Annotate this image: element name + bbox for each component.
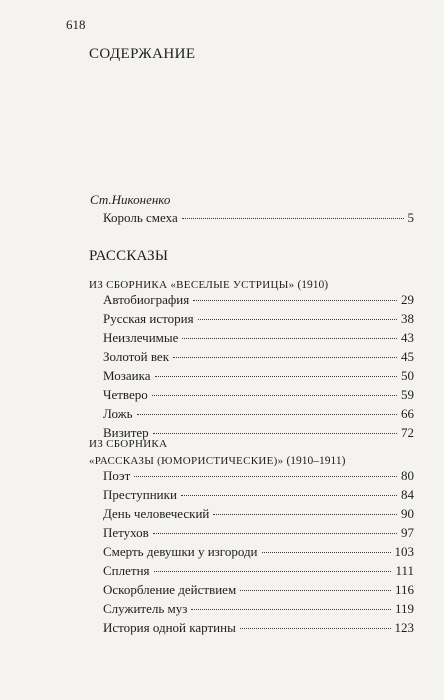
dot-leader bbox=[240, 590, 391, 591]
entry-page: 90 bbox=[401, 506, 414, 521]
group1-heading-text: ИЗ СБОРНИКА «ВЕСЕЛЫЕ УСТРИЦЫ» bbox=[89, 279, 295, 291]
entry-title: Сплетня bbox=[103, 563, 150, 578]
dot-leader bbox=[153, 533, 397, 534]
dot-leader bbox=[193, 300, 397, 301]
intro-author: Ст.Никоненко bbox=[90, 192, 171, 207]
entry-title: Золотой век bbox=[103, 349, 170, 364]
entry-page: 45 bbox=[401, 349, 414, 364]
entry-title: Поэт bbox=[103, 468, 131, 483]
toc-entry bbox=[103, 366, 414, 385]
entry-title: Ложь bbox=[103, 406, 133, 421]
entry-page: 119 bbox=[394, 601, 414, 616]
entry-page: 80 bbox=[401, 468, 414, 483]
entry-page: 84 bbox=[401, 487, 414, 502]
entry-page: 50 bbox=[401, 368, 414, 383]
dot-leader bbox=[240, 628, 391, 629]
dot-leader bbox=[262, 552, 391, 553]
dot-leader bbox=[191, 609, 391, 610]
toc-entry bbox=[103, 466, 414, 485]
group1-year: (1910) bbox=[297, 279, 329, 291]
entry-page: 116 bbox=[394, 582, 414, 597]
entry-title: День человеческий bbox=[103, 506, 210, 521]
toc-entry bbox=[103, 561, 414, 580]
intro-entries bbox=[103, 208, 414, 227]
entry-title: Преступники bbox=[103, 487, 177, 502]
toc-entry bbox=[103, 208, 414, 227]
page-number: 618 bbox=[66, 17, 86, 32]
entry-page: 72 bbox=[401, 425, 414, 440]
dot-leader bbox=[154, 571, 392, 572]
group2-entries bbox=[103, 466, 414, 637]
dot-leader bbox=[181, 495, 397, 496]
entry-title: Король смеха bbox=[103, 210, 178, 225]
dot-leader bbox=[182, 218, 404, 219]
entry-title: Мозаика bbox=[103, 368, 151, 383]
entry-title: Визитер bbox=[103, 425, 149, 440]
entry-page: 66 bbox=[401, 406, 414, 421]
toc-entry bbox=[103, 599, 414, 618]
group2-year: (1910–1911) bbox=[286, 455, 346, 467]
dot-leader bbox=[134, 476, 397, 477]
group2-heading-text: «РАССКАЗЫ (ЮМОРИСТИЧЕСКИЕ)» bbox=[89, 455, 284, 467]
entry-page: 97 bbox=[401, 525, 414, 540]
toc-entry bbox=[103, 504, 414, 523]
dot-leader bbox=[198, 319, 397, 320]
dot-leader bbox=[137, 414, 397, 415]
entry-page: 38 bbox=[401, 311, 414, 326]
dot-leader bbox=[152, 395, 397, 396]
dot-leader bbox=[182, 338, 397, 339]
toc-entry bbox=[103, 485, 414, 504]
toc-entry bbox=[103, 618, 414, 637]
toc-entry bbox=[103, 328, 414, 347]
entry-title: Оскорбление действием bbox=[103, 582, 237, 597]
section-title: РАССКАЗЫ bbox=[89, 248, 169, 264]
toc-entry bbox=[103, 309, 414, 328]
entry-page: 29 bbox=[401, 292, 414, 307]
toc-entry bbox=[103, 542, 414, 561]
entry-title: Автобиография bbox=[103, 292, 190, 307]
toc-entry bbox=[103, 347, 414, 366]
entry-page: 59 bbox=[401, 387, 414, 402]
toc-entry bbox=[103, 523, 414, 542]
entry-title: Четверо bbox=[103, 387, 148, 402]
entry-page: 123 bbox=[394, 620, 414, 635]
toc-entry bbox=[103, 580, 414, 599]
toc-entry bbox=[103, 290, 414, 309]
dot-leader bbox=[153, 433, 397, 434]
entry-title: Смерть девушки у изгороди bbox=[103, 544, 258, 559]
dot-leader bbox=[173, 357, 397, 358]
toc-entry bbox=[103, 385, 414, 404]
entry-title: Петухов bbox=[103, 525, 149, 540]
dot-leader bbox=[213, 514, 397, 515]
entry-page: 43 bbox=[401, 330, 414, 345]
entry-title: Неизлечимые bbox=[103, 330, 179, 345]
toc-title: СОДЕРЖАНИЕ bbox=[89, 46, 196, 62]
dot-leader bbox=[155, 376, 398, 377]
group1-entries bbox=[103, 290, 414, 442]
entry-page: 5 bbox=[407, 210, 414, 225]
entry-title: Служитель муз bbox=[103, 601, 188, 616]
group2-heading-line1: ИЗ СБОРНИКА bbox=[89, 438, 168, 450]
entry-title: История одной картины bbox=[103, 620, 236, 635]
entry-page: 111 bbox=[395, 563, 414, 578]
entry-page: 103 bbox=[394, 544, 414, 559]
entry-title: Русская история bbox=[103, 311, 194, 326]
toc-entry bbox=[103, 404, 414, 423]
